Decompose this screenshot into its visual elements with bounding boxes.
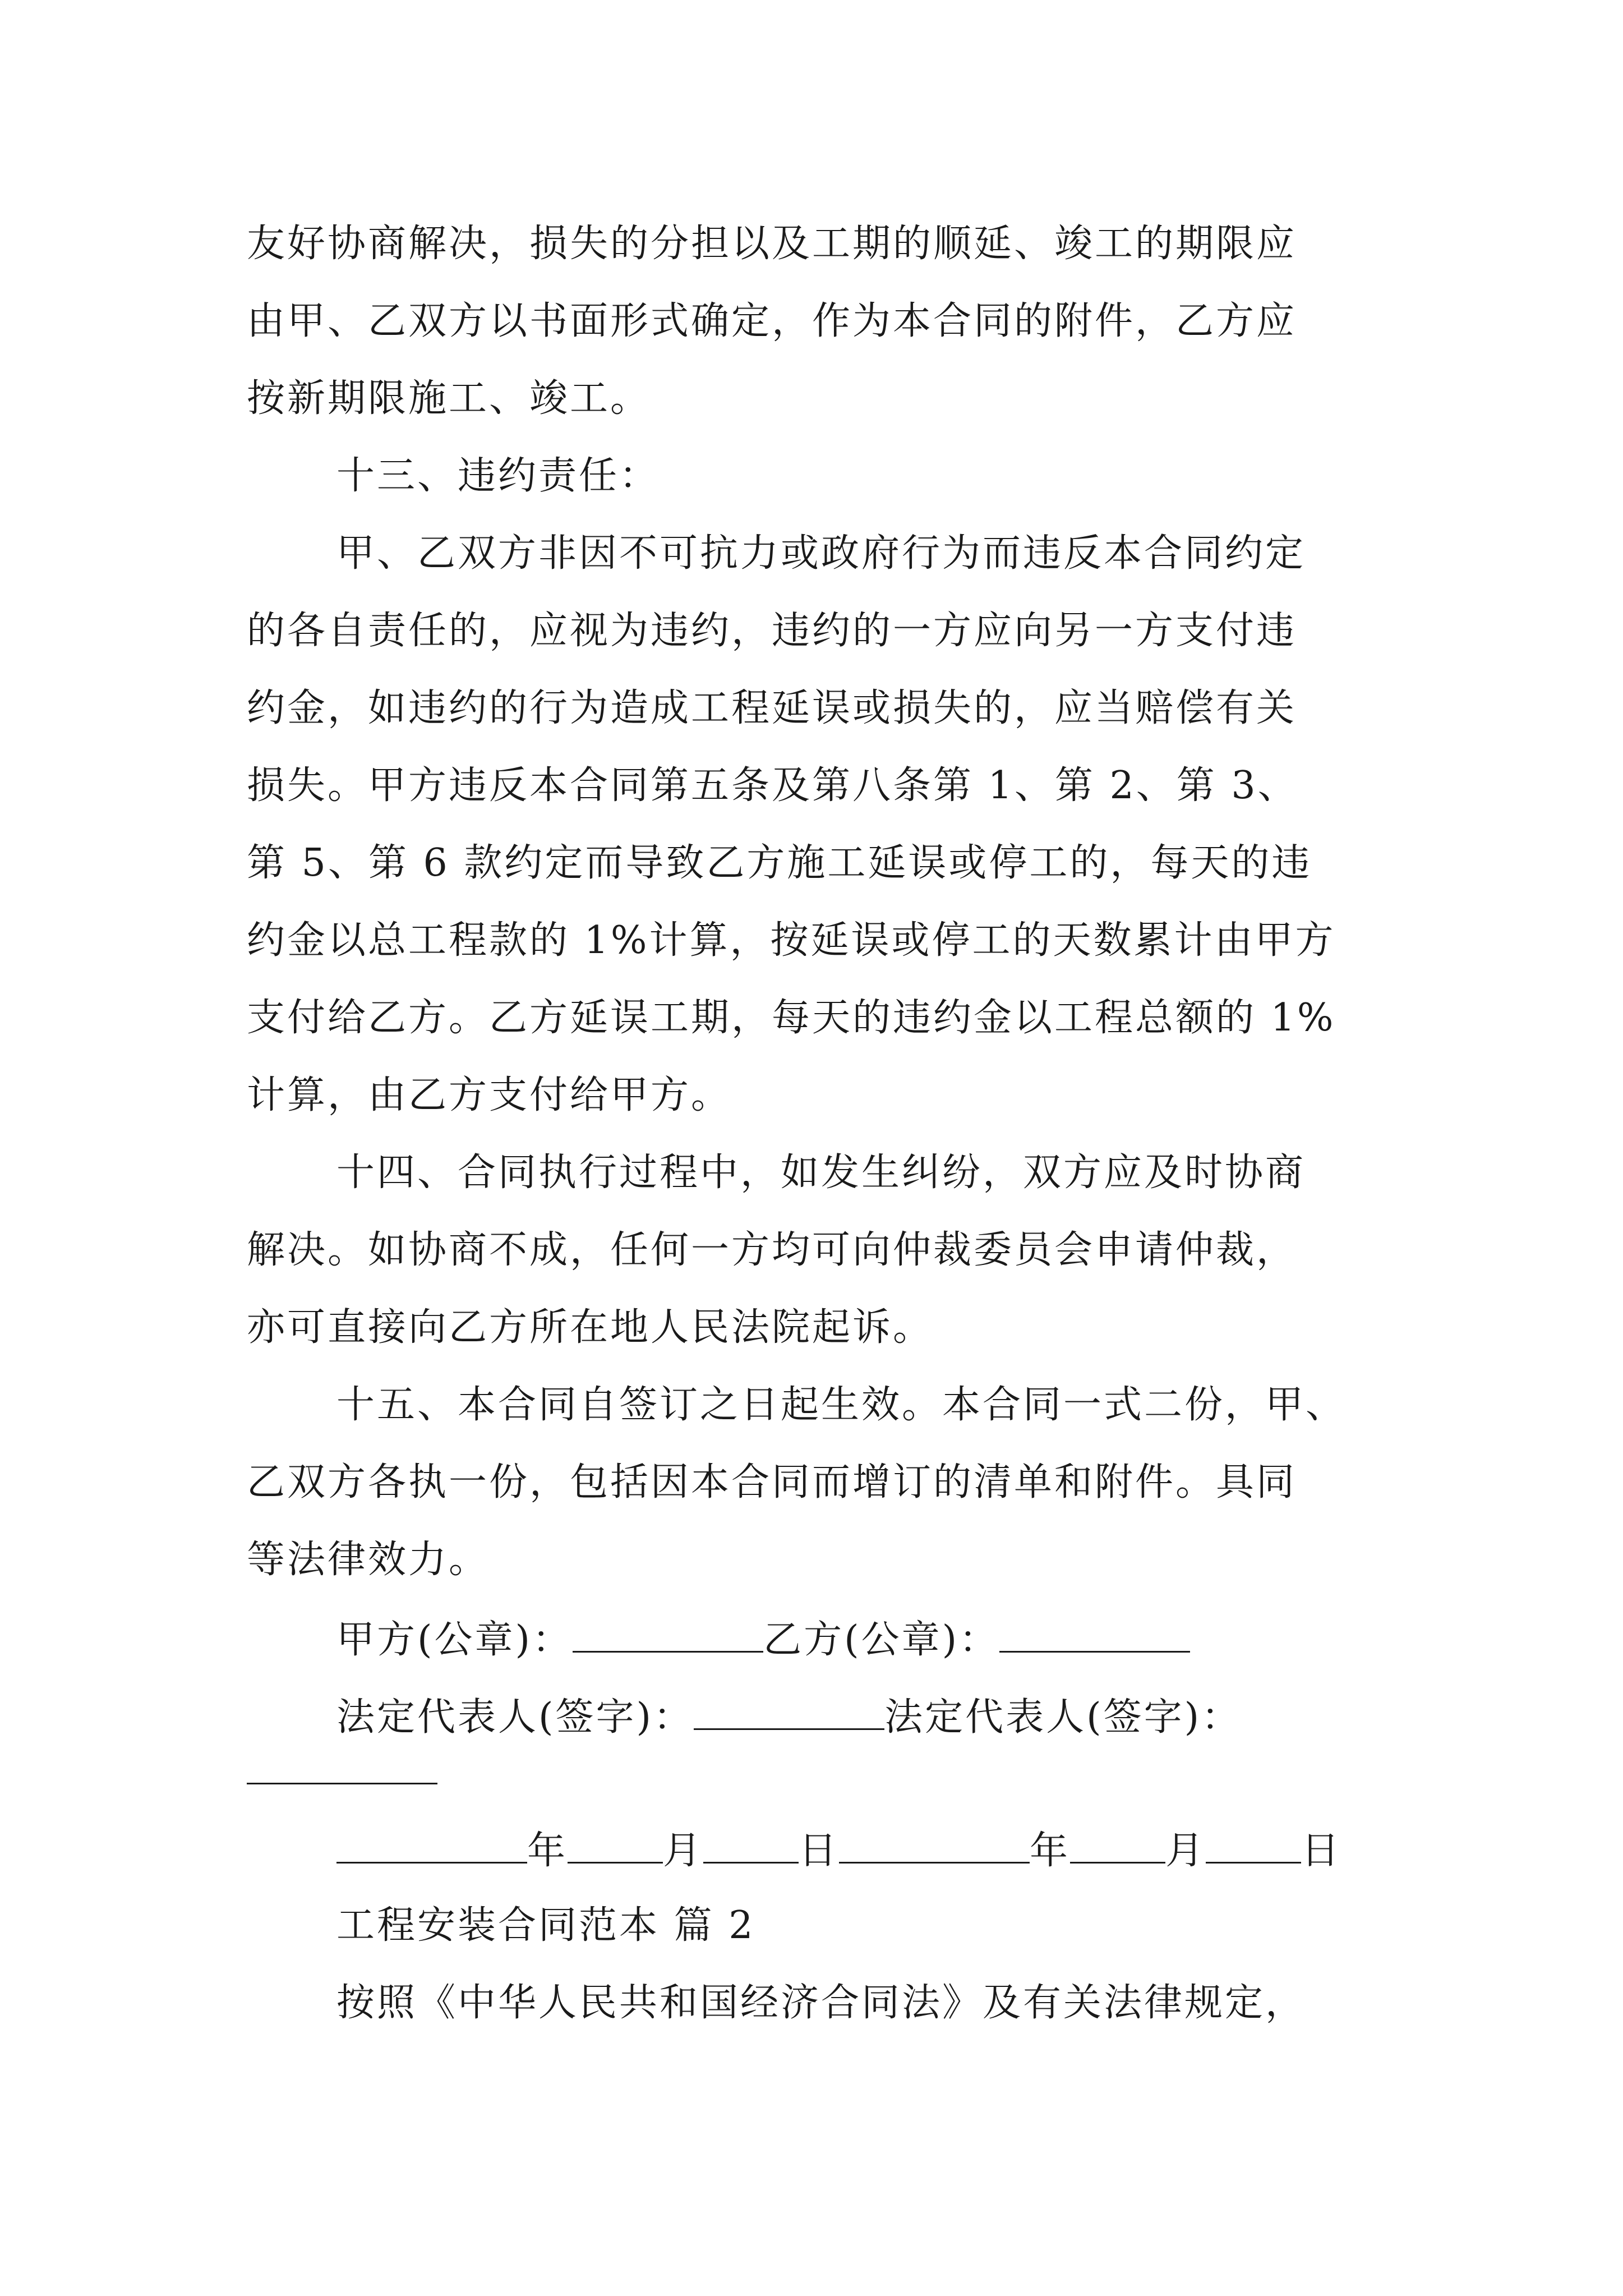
rep-a-label: 法定代表人(签字)： bbox=[336, 1695, 694, 1740]
text-line: 友好协商解决，损失的分担以及工期的顺延、竣工的期限应 bbox=[247, 222, 1297, 266]
party-b-seal-blank bbox=[999, 1615, 1190, 1653]
text-line: 亦可直接向乙方所在地人民法院起诉。 bbox=[247, 1305, 934, 1350]
rep-b-blank bbox=[247, 1783, 437, 1784]
section2-title: 工程安装合同范本 篇 2 bbox=[336, 1903, 755, 1948]
text-line: 解决。如协商不成，任何一方均可向仲裁委员会申请仲裁， bbox=[247, 1228, 1297, 1272]
text-line: 甲、乙双方非因不可抗力或政府行为而违反本合同约定 bbox=[336, 531, 1306, 576]
month-a-blank bbox=[568, 1826, 663, 1864]
month-b-blank bbox=[1070, 1826, 1165, 1864]
day-a-blank bbox=[703, 1826, 799, 1864]
day-a-label: 日 bbox=[799, 1829, 840, 1873]
text-line: 等法律效力。 bbox=[247, 1538, 490, 1582]
text-line: 约金，如违约的行为造成工程延误或损失的，应当赔偿有关 bbox=[247, 686, 1297, 730]
text-line: 约金以总工程款的 1%计算，按延误或停工的天数累计由甲方 bbox=[247, 918, 1336, 963]
rep-b-label: 法定代表人(签字)： bbox=[884, 1695, 1242, 1740]
day-b-blank bbox=[1206, 1826, 1301, 1864]
day-b-label: 日 bbox=[1301, 1829, 1342, 1873]
party-a-seal-blank bbox=[573, 1615, 763, 1653]
month-a-label: 月 bbox=[663, 1829, 704, 1873]
text-line: 由甲、乙双方以书面形式确定，作为本合同的附件，乙方应 bbox=[247, 299, 1297, 343]
rep-a-blank bbox=[694, 1692, 884, 1730]
year-a-label: 年 bbox=[527, 1829, 568, 1873]
text-line: 按照《中华人民共和国经济合同法》及有关法律规定， bbox=[336, 1981, 1306, 2025]
party-b-seal-label: 乙方(公章)： bbox=[763, 1618, 1000, 1662]
text-line: 第 5、第 6 款约定而导致乙方施工延误或停工的，每天的违 bbox=[247, 841, 1312, 885]
text-line: 十四、合同执行过程中，如发生纠纷，双方应及时协商 bbox=[336, 1151, 1306, 1195]
year-b-blank bbox=[839, 1826, 1030, 1864]
year-b-label: 年 bbox=[1030, 1829, 1071, 1873]
text-line: 按新期限施工、竣工。 bbox=[247, 376, 651, 421]
date-line bbox=[336, 1826, 1341, 1874]
text-line: 十五、本合同自签订之日起生效。本合同一式二份，甲、 bbox=[336, 1383, 1347, 1427]
party-a-seal-label: 甲方(公章)： bbox=[336, 1618, 573, 1662]
text-line: 的各自责任的，应视为违约，违约的一方应向另一方支付违 bbox=[247, 609, 1297, 653]
text-line: 乙双方各执一份，包括因本合同而增订的清单和附件。具同 bbox=[247, 1460, 1297, 1504]
text-line: 支付给乙方。乙方延误工期，每天的违约金以工程总额的 1% bbox=[247, 996, 1336, 1040]
text-line: 计算，由乙方支付给甲方。 bbox=[247, 1073, 732, 1117]
section-heading: 十三、违约责任： bbox=[336, 454, 660, 498]
month-b-label: 月 bbox=[1165, 1829, 1206, 1873]
representative-line bbox=[336, 1692, 1242, 1740]
text-line: 损失。甲方违反本合同第五条及第八条第 1、第 2、第 3、 bbox=[247, 763, 1298, 808]
year-a-blank bbox=[336, 1826, 527, 1864]
seal-line bbox=[336, 1615, 1190, 1663]
